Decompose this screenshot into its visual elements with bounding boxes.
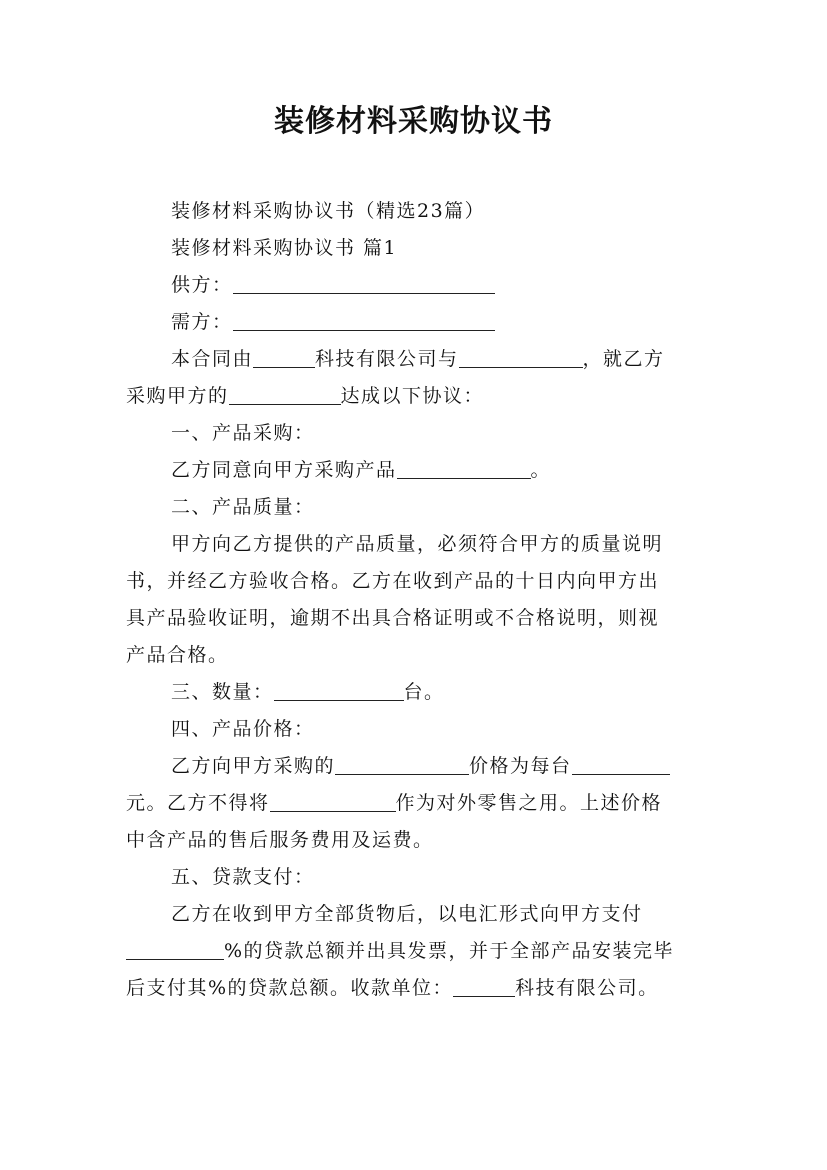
section-heading bbox=[126, 230, 706, 267]
section-1-text-a: 乙方同意向甲方采购产品 bbox=[171, 459, 397, 481]
section-1-body bbox=[126, 452, 706, 489]
section-1-heading bbox=[126, 415, 706, 452]
section-2-text-2: 书，并经乙方验收合格。乙方在收到产品的十日内向甲方出 bbox=[126, 570, 660, 592]
intro-line-2 bbox=[126, 378, 706, 415]
payee-blank bbox=[453, 974, 515, 997]
section-3-text-a: 三、数量： bbox=[171, 681, 274, 703]
section-5-line-3 bbox=[126, 970, 706, 1007]
section-1-heading-text: 一、产品采购： bbox=[171, 422, 315, 444]
intro-text-a: 本合同由 bbox=[171, 348, 254, 370]
company-blank bbox=[253, 345, 315, 368]
buyer-blank bbox=[233, 308, 495, 331]
section-2-text-4: 产品合格。 bbox=[126, 644, 229, 666]
section-2-line-1 bbox=[126, 526, 706, 563]
section-5-text-3b: 科技有限公司。 bbox=[515, 977, 659, 999]
section-2-text-1: 甲方向乙方提供的产品质量，必须符合甲方的质量说明 bbox=[171, 533, 664, 555]
section-4-text-b: 价格为每台 bbox=[469, 755, 572, 777]
payment-percent-blank bbox=[126, 937, 224, 960]
section-5-text-2: %的贷款总额并出具发票，并于全部产品安装完毕 bbox=[224, 940, 675, 962]
section-4-line-1 bbox=[126, 748, 706, 785]
section-4-text-c: 元。乙方不得将 bbox=[126, 792, 270, 814]
section-5-text-3a: 后支付其%的贷款总额。收款单位： bbox=[126, 977, 454, 999]
section-2-text-3: 具产品验收证明，逾期不出具合格证明或不合格说明，则视 bbox=[126, 607, 660, 629]
buyer-label: 需方： bbox=[171, 311, 233, 333]
section-1-text-b: 。 bbox=[530, 459, 552, 481]
section-2-heading-text: 二、产品质量： bbox=[171, 496, 315, 518]
document-body bbox=[126, 193, 706, 1007]
section-4-text-a: 乙方向甲方采购的 bbox=[171, 755, 336, 777]
section-5-heading-text: 五、贷款支付： bbox=[171, 866, 315, 888]
intro-line-1 bbox=[126, 341, 706, 378]
section-2-heading bbox=[126, 489, 706, 526]
section-2-line-3 bbox=[126, 600, 706, 637]
intro-text-b: 科技有限公司与 bbox=[315, 348, 459, 370]
section-heading-text: 装修材料采购协议书 篇1 bbox=[171, 237, 398, 259]
supplier-label: 供方： bbox=[171, 274, 233, 296]
supplier-line bbox=[126, 267, 706, 304]
document-subtitle bbox=[126, 193, 706, 230]
section-4-heading-text: 四、产品价格： bbox=[171, 718, 315, 740]
intro-text-c: ，就乙方 bbox=[582, 348, 665, 370]
section-2-line-4 bbox=[126, 637, 706, 674]
section-5-heading bbox=[126, 859, 706, 896]
section-5-line-1 bbox=[126, 896, 706, 933]
supplier-blank bbox=[233, 271, 495, 294]
section-5-text-1: 乙方在收到甲方全部货物后，以电汇形式向甲方支付 bbox=[171, 903, 643, 925]
section-3 bbox=[126, 674, 706, 711]
document-title: 装修材料采购协议书 bbox=[274, 104, 553, 139]
section-3-text-b: 台。 bbox=[403, 681, 445, 703]
section-4-line-2 bbox=[126, 785, 706, 822]
product-blank bbox=[229, 382, 341, 405]
purchase-product-blank bbox=[397, 456, 531, 479]
section-4-line-3 bbox=[126, 822, 706, 859]
quantity-blank bbox=[274, 678, 404, 701]
section-4-heading bbox=[126, 711, 706, 748]
purchased-item-blank bbox=[335, 752, 469, 775]
buyer-line bbox=[126, 304, 706, 341]
retail-item-blank bbox=[270, 789, 396, 812]
intro-text-d: 采购甲方的 bbox=[126, 385, 229, 407]
subtitle-text: 装修材料采购协议书（精选23篇） bbox=[171, 200, 486, 222]
section-4-text-e: 中含产品的售后服务费用及运费。 bbox=[126, 829, 434, 851]
section-5-line-2 bbox=[126, 933, 706, 970]
party-b-blank bbox=[459, 345, 583, 368]
section-2-line-2 bbox=[126, 563, 706, 600]
intro-text-e: 达成以下协议： bbox=[340, 385, 485, 407]
section-4-text-d: 作为对外零售之用。上述价格 bbox=[395, 792, 663, 814]
unit-price-blank bbox=[572, 752, 670, 775]
